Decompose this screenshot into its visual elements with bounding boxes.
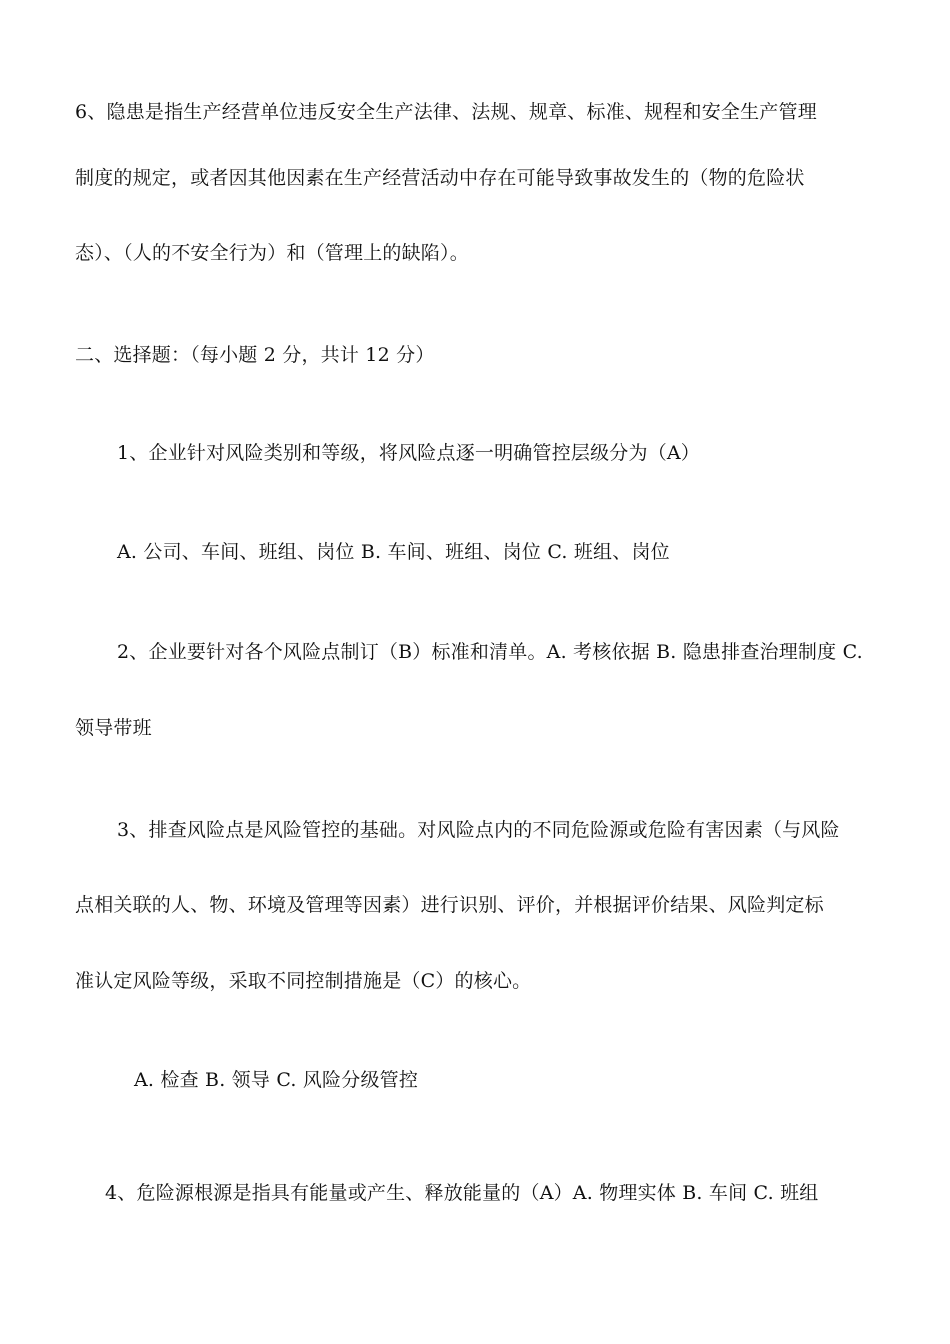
q3-line3: 准认定风险等级，采取不同控制措施是（C）的核心。 xyxy=(75,970,532,992)
q4-line1: 4、危险源根源是指具有能量或产生、释放能量的（A）A. 物理实体 B. 车间 C. 班组 xyxy=(105,1182,819,1204)
q2-line2: 领导带班 xyxy=(75,717,152,739)
q3-line2: 点相关联的人、物、环境及管理等因素）进行识别、评价，并根据评价结果、风险判定标 xyxy=(75,894,824,916)
q1-options: A. 公司、车间、班组、岗位 B. 车间、班组、岗位 C. 班组、岗位 xyxy=(117,541,670,563)
q3-options: A. 检查 B. 领导 C. 风险分级管控 xyxy=(134,1069,419,1091)
q2-line1: 2、企业要针对各个风险点制订（B）标准和清单。A. 考核依据 B. 隐患排查治理制度 C. xyxy=(117,641,863,663)
item6-line2: 制度的规定，或者因其他因素在生产经营活动中存在可能导致事故发生的（物的危险状 xyxy=(75,167,805,189)
item6-line1: 6、隐患是指生产经营单位违反安全生产法律、法规、规章、标准、规程和安全生产管理 xyxy=(75,101,817,123)
section2-heading: 二、选择题：（每小题 2 分，共计 12 分） xyxy=(75,344,435,366)
q1-question: 1、企业针对风险类别和等级，将风险点逐一明确管控层级分为（A） xyxy=(117,442,701,464)
item6-line3: 态）、（人的不安全行为）和（管理上的缺陷）。 xyxy=(75,242,469,264)
q3-line1: 3、排查风险点是风险管控的基础。对风险点内的不同危险源或危险有害因素（与风险 xyxy=(117,819,840,841)
